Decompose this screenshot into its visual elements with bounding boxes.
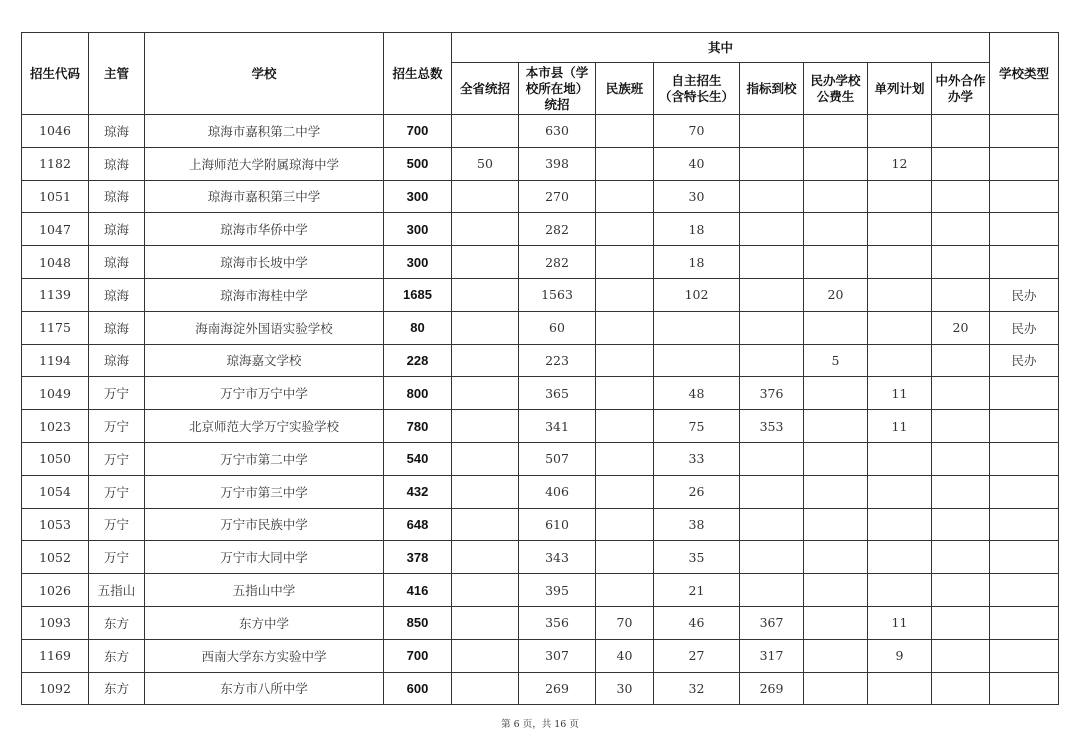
cell-separate-plan [868,672,932,705]
page-footer: 第 6 页，共 16 页 [501,719,579,730]
cell-private-public-funded [804,410,868,443]
cell-code: 1194 [22,344,89,377]
cell-separate-plan [868,475,932,508]
cell-ethnic-class: 30 [596,672,654,705]
cell-ethnic-class [596,278,654,311]
cell-school: 万宁市第二中学 [145,442,384,475]
header-line: 办学 [948,88,974,104]
header-line: （含特长生） [658,88,734,104]
table-row [22,574,1059,607]
cell-school-type [990,410,1059,443]
cell-separate-plan: 11 [868,410,932,443]
cell-school: 北京师范大学万宁实验学校 [145,410,384,443]
cell-school-type: 民办 [990,344,1059,377]
cell-total: 500 [384,147,452,180]
cell-sino-foreign [932,541,990,574]
cell-private-public-funded [804,180,868,213]
cell-total: 780 [384,410,452,443]
cell-school: 万宁市第三中学 [145,475,384,508]
cell-total: 600 [384,672,452,705]
cell-independent-admission: 40 [654,147,740,180]
header-line: 中外合作 [935,72,986,88]
header-sino-foreign [932,63,990,115]
cell-authority: 琼海 [89,344,145,377]
cell-local-quota: 60 [519,311,596,344]
cell-private-public-funded [804,672,868,705]
cell-authority: 万宁 [89,475,145,508]
cell-province-quota [452,475,519,508]
cell-school-type [990,377,1059,410]
cell-private-public-funded [804,541,868,574]
cell-school-type [990,475,1059,508]
table-row [22,442,1059,475]
cell-total: 1685 [384,278,452,311]
table-row [22,639,1059,672]
cell-province-quota [452,508,519,541]
cell-authority: 琼海 [89,180,145,213]
cell-authority: 琼海 [89,246,145,279]
cell-school-type: 民办 [990,311,1059,344]
header-row-top [22,33,1059,63]
cell-local-quota: 356 [519,606,596,639]
cell-code: 1023 [22,410,89,443]
cell-ethnic-class [596,344,654,377]
cell-code: 1053 [22,508,89,541]
cell-local-quota: 223 [519,344,596,377]
cell-code: 1046 [22,115,89,148]
cell-province-quota [452,377,519,410]
cell-ethnic-class [596,541,654,574]
cell-quota-to-school [740,246,804,279]
cell-province-quota [452,344,519,377]
cell-code: 1048 [22,246,89,279]
cell-province-quota [452,115,519,148]
cell-ethnic-class [596,246,654,279]
cell-private-public-funded [804,442,868,475]
cell-sino-foreign [932,147,990,180]
cell-ethnic-class [596,574,654,607]
table-row [22,213,1059,246]
cell-local-quota: 282 [519,246,596,279]
cell-province-quota [452,541,519,574]
header-local-quota [519,63,596,115]
cell-independent-admission: 46 [654,606,740,639]
cell-authority: 五指山 [89,574,145,607]
cell-school: 琼海市长坡中学 [145,246,384,279]
cell-total: 80 [384,311,452,344]
cell-province-quota [452,311,519,344]
table-row [22,147,1059,180]
cell-total: 648 [384,508,452,541]
cell-code: 1175 [22,311,89,344]
cell-total: 700 [384,639,452,672]
header-school-type: 学校类型 [990,33,1059,115]
cell-authority: 万宁 [89,377,145,410]
cell-province-quota [452,180,519,213]
cell-sino-foreign [932,377,990,410]
cell-separate-plan [868,574,932,607]
cell-school-type [990,574,1059,607]
cell-authority: 琼海 [89,213,145,246]
cell-ethnic-class [596,180,654,213]
cell-quota-to-school [740,147,804,180]
cell-sino-foreign [932,508,990,541]
cell-quota-to-school [740,115,804,148]
cell-quota-to-school [740,442,804,475]
cell-quota-to-school [740,541,804,574]
header-group: 其中 [452,33,990,63]
cell-local-quota: 630 [519,115,596,148]
cell-authority: 东方 [89,672,145,705]
cell-ethnic-class: 40 [596,639,654,672]
cell-ethnic-class [596,377,654,410]
cell-local-quota: 341 [519,410,596,443]
cell-separate-plan: 11 [868,606,932,639]
cell-private-public-funded: 20 [804,278,868,311]
cell-quota-to-school [740,344,804,377]
cell-independent-admission [654,311,740,344]
cell-local-quota: 269 [519,672,596,705]
cell-local-quota: 307 [519,639,596,672]
cell-ethnic-class [596,147,654,180]
table-row [22,278,1059,311]
header-ethnic-class [596,63,654,115]
cell-local-quota: 398 [519,147,596,180]
cell-code: 1169 [22,639,89,672]
cell-quota-to-school: 353 [740,410,804,443]
cell-total: 300 [384,180,452,213]
cell-independent-admission: 27 [654,639,740,672]
cell-province-quota [452,410,519,443]
table-body [22,115,1059,705]
cell-school-type: 民办 [990,278,1059,311]
cell-school: 五指山中学 [145,574,384,607]
table-row [22,606,1059,639]
header-line: 自主招生 [671,72,722,88]
cell-separate-plan [868,311,932,344]
cell-independent-admission: 70 [654,115,740,148]
cell-local-quota: 1563 [519,278,596,311]
cell-private-public-funded [804,311,868,344]
header-code: 招生代码 [22,33,89,115]
cell-sino-foreign [932,475,990,508]
table-row [22,311,1059,344]
table-row [22,180,1059,213]
cell-province-quota [452,246,519,279]
cell-code: 1092 [22,672,89,705]
cell-private-public-funded [804,377,868,410]
header-line: 全省统招 [459,80,510,96]
cell-authority: 东方 [89,606,145,639]
cell-authority: 万宁 [89,508,145,541]
cell-ethnic-class [596,115,654,148]
cell-sino-foreign: 20 [932,311,990,344]
table-row [22,344,1059,377]
cell-authority: 琼海 [89,115,145,148]
cell-separate-plan [868,442,932,475]
cell-school-type [990,442,1059,475]
cell-local-quota: 395 [519,574,596,607]
cell-province-quota [452,672,519,705]
cell-school: 海南海淀外国语实验学校 [145,311,384,344]
cell-independent-admission: 48 [654,377,740,410]
cell-sino-foreign [932,278,990,311]
cell-quota-to-school: 269 [740,672,804,705]
cell-total: 378 [384,541,452,574]
cell-school-type [990,541,1059,574]
cell-private-public-funded [804,606,868,639]
cell-sino-foreign [932,606,990,639]
cell-total: 228 [384,344,452,377]
cell-private-public-funded [804,246,868,279]
cell-local-quota: 406 [519,475,596,508]
cell-code: 1050 [22,442,89,475]
cell-quota-to-school [740,180,804,213]
header-separate-plan [868,63,932,115]
cell-sino-foreign [932,442,990,475]
cell-local-quota: 282 [519,213,596,246]
cell-private-public-funded [804,147,868,180]
header-total: 招生总数 [384,33,452,115]
cell-school-type [990,246,1059,279]
cell-school-type [990,672,1059,705]
cell-code: 1182 [22,147,89,180]
cell-sino-foreign [932,639,990,672]
cell-school: 琼海市嘉积第二中学 [145,115,384,148]
cell-authority: 万宁 [89,442,145,475]
cell-school-type [990,213,1059,246]
table-row [22,672,1059,705]
header-private-public-funded [804,63,868,115]
cell-school-type [990,147,1059,180]
table-row [22,541,1059,574]
cell-separate-plan: 11 [868,377,932,410]
cell-sino-foreign [932,574,990,607]
cell-quota-to-school [740,213,804,246]
header-quota-to-school [740,63,804,115]
table-row [22,115,1059,148]
table-row [22,377,1059,410]
cell-ethnic-class [596,213,654,246]
cell-code: 1052 [22,541,89,574]
cell-province-quota [452,639,519,672]
cell-total: 300 [384,213,452,246]
cell-school-type [990,508,1059,541]
cell-quota-to-school [740,311,804,344]
cell-total: 700 [384,115,452,148]
cell-authority: 琼海 [89,147,145,180]
cell-total: 800 [384,377,452,410]
cell-ethnic-class: 70 [596,606,654,639]
cell-quota-to-school: 376 [740,377,804,410]
cell-sino-foreign [932,180,990,213]
table-row [22,410,1059,443]
header-authority: 主管 [89,33,145,115]
header-line: 单列计划 [874,80,925,96]
cell-school-type [990,115,1059,148]
cell-quota-to-school [740,508,804,541]
cell-independent-admission: 18 [654,246,740,279]
table-row [22,475,1059,508]
cell-independent-admission: 32 [654,672,740,705]
cell-local-quota: 270 [519,180,596,213]
cell-school: 琼海嘉文学校 [145,344,384,377]
cell-school: 琼海市海桂中学 [145,278,384,311]
cell-school: 万宁市万宁中学 [145,377,384,410]
cell-quota-to-school [740,574,804,607]
cell-private-public-funded [804,213,868,246]
cell-separate-plan [868,180,932,213]
cell-local-quota: 365 [519,377,596,410]
cell-independent-admission: 21 [654,574,740,607]
cell-ethnic-class [596,311,654,344]
cell-province-quota [452,213,519,246]
cell-independent-admission: 75 [654,410,740,443]
cell-province-quota [452,574,519,607]
cell-private-public-funded [804,639,868,672]
cell-school: 东方中学 [145,606,384,639]
cell-separate-plan [868,115,932,148]
cell-school: 西南大学东方实验中学 [145,639,384,672]
cell-ethnic-class [596,410,654,443]
cell-total: 432 [384,475,452,508]
cell-school: 上海师范大学附属琼海中学 [145,147,384,180]
cell-code: 1047 [22,213,89,246]
cell-private-public-funded [804,475,868,508]
cell-code: 1054 [22,475,89,508]
cell-authority: 琼海 [89,278,145,311]
cell-local-quota: 507 [519,442,596,475]
header-line: 民族班 [605,80,644,96]
cell-school-type [990,639,1059,672]
header-line: 统招 [544,96,570,112]
cell-separate-plan [868,344,932,377]
cell-ethnic-class [596,508,654,541]
cell-code: 1026 [22,574,89,607]
cell-school: 万宁市民族中学 [145,508,384,541]
cell-separate-plan [868,213,932,246]
cell-total: 540 [384,442,452,475]
cell-sino-foreign [932,672,990,705]
cell-quota-to-school: 317 [740,639,804,672]
cell-local-quota: 610 [519,508,596,541]
cell-sino-foreign [932,246,990,279]
cell-private-public-funded [804,574,868,607]
header-school: 学校 [145,33,384,115]
cell-independent-admission [654,344,740,377]
cell-independent-admission: 26 [654,475,740,508]
cell-province-quota [452,278,519,311]
cell-total: 850 [384,606,452,639]
cell-quota-to-school [740,475,804,508]
cell-sino-foreign [932,115,990,148]
cell-ethnic-class [596,475,654,508]
cell-school-type [990,606,1059,639]
cell-private-public-funded [804,115,868,148]
cell-code: 1139 [22,278,89,311]
cell-authority: 东方 [89,639,145,672]
cell-school-type [990,180,1059,213]
cell-independent-admission: 33 [654,442,740,475]
cell-private-public-funded: 5 [804,344,868,377]
cell-total: 416 [384,574,452,607]
cell-authority: 万宁 [89,410,145,443]
cell-separate-plan: 9 [868,639,932,672]
cell-independent-admission: 30 [654,180,740,213]
cell-separate-plan: 12 [868,147,932,180]
cell-province-quota [452,606,519,639]
cell-code: 1049 [22,377,89,410]
cell-separate-plan [868,278,932,311]
cell-school: 东方市八所中学 [145,672,384,705]
cell-independent-admission: 18 [654,213,740,246]
cell-total: 300 [384,246,452,279]
header-line: 民办学校 [810,72,861,88]
cell-private-public-funded [804,508,868,541]
cell-sino-foreign [932,410,990,443]
cell-province-quota: 50 [452,147,519,180]
cell-code: 1093 [22,606,89,639]
cell-separate-plan [868,246,932,279]
cell-quota-to-school: 367 [740,606,804,639]
header-line: 校所在地） [525,80,589,96]
cell-quota-to-school [740,278,804,311]
header-line: 指标到校 [746,80,797,96]
cell-sino-foreign [932,213,990,246]
cell-ethnic-class [596,442,654,475]
cell-school: 琼海市嘉积第三中学 [145,180,384,213]
table-row [22,246,1059,279]
cell-separate-plan [868,541,932,574]
header-independent-admission [654,63,740,115]
cell-separate-plan [868,508,932,541]
cell-local-quota: 343 [519,541,596,574]
cell-province-quota [452,442,519,475]
header-line: 公费生 [816,88,855,104]
cell-independent-admission: 38 [654,508,740,541]
cell-authority: 万宁 [89,541,145,574]
header-province-quota [452,63,519,115]
cell-code: 1051 [22,180,89,213]
cell-authority: 琼海 [89,311,145,344]
cell-independent-admission: 35 [654,541,740,574]
cell-school: 琼海市华侨中学 [145,213,384,246]
cell-independent-admission: 102 [654,278,740,311]
header-line: 本市县（学 [525,64,589,80]
enrollment-table [21,32,1059,705]
cell-sino-foreign [932,344,990,377]
cell-school: 万宁市大同中学 [145,541,384,574]
table-row [22,508,1059,541]
